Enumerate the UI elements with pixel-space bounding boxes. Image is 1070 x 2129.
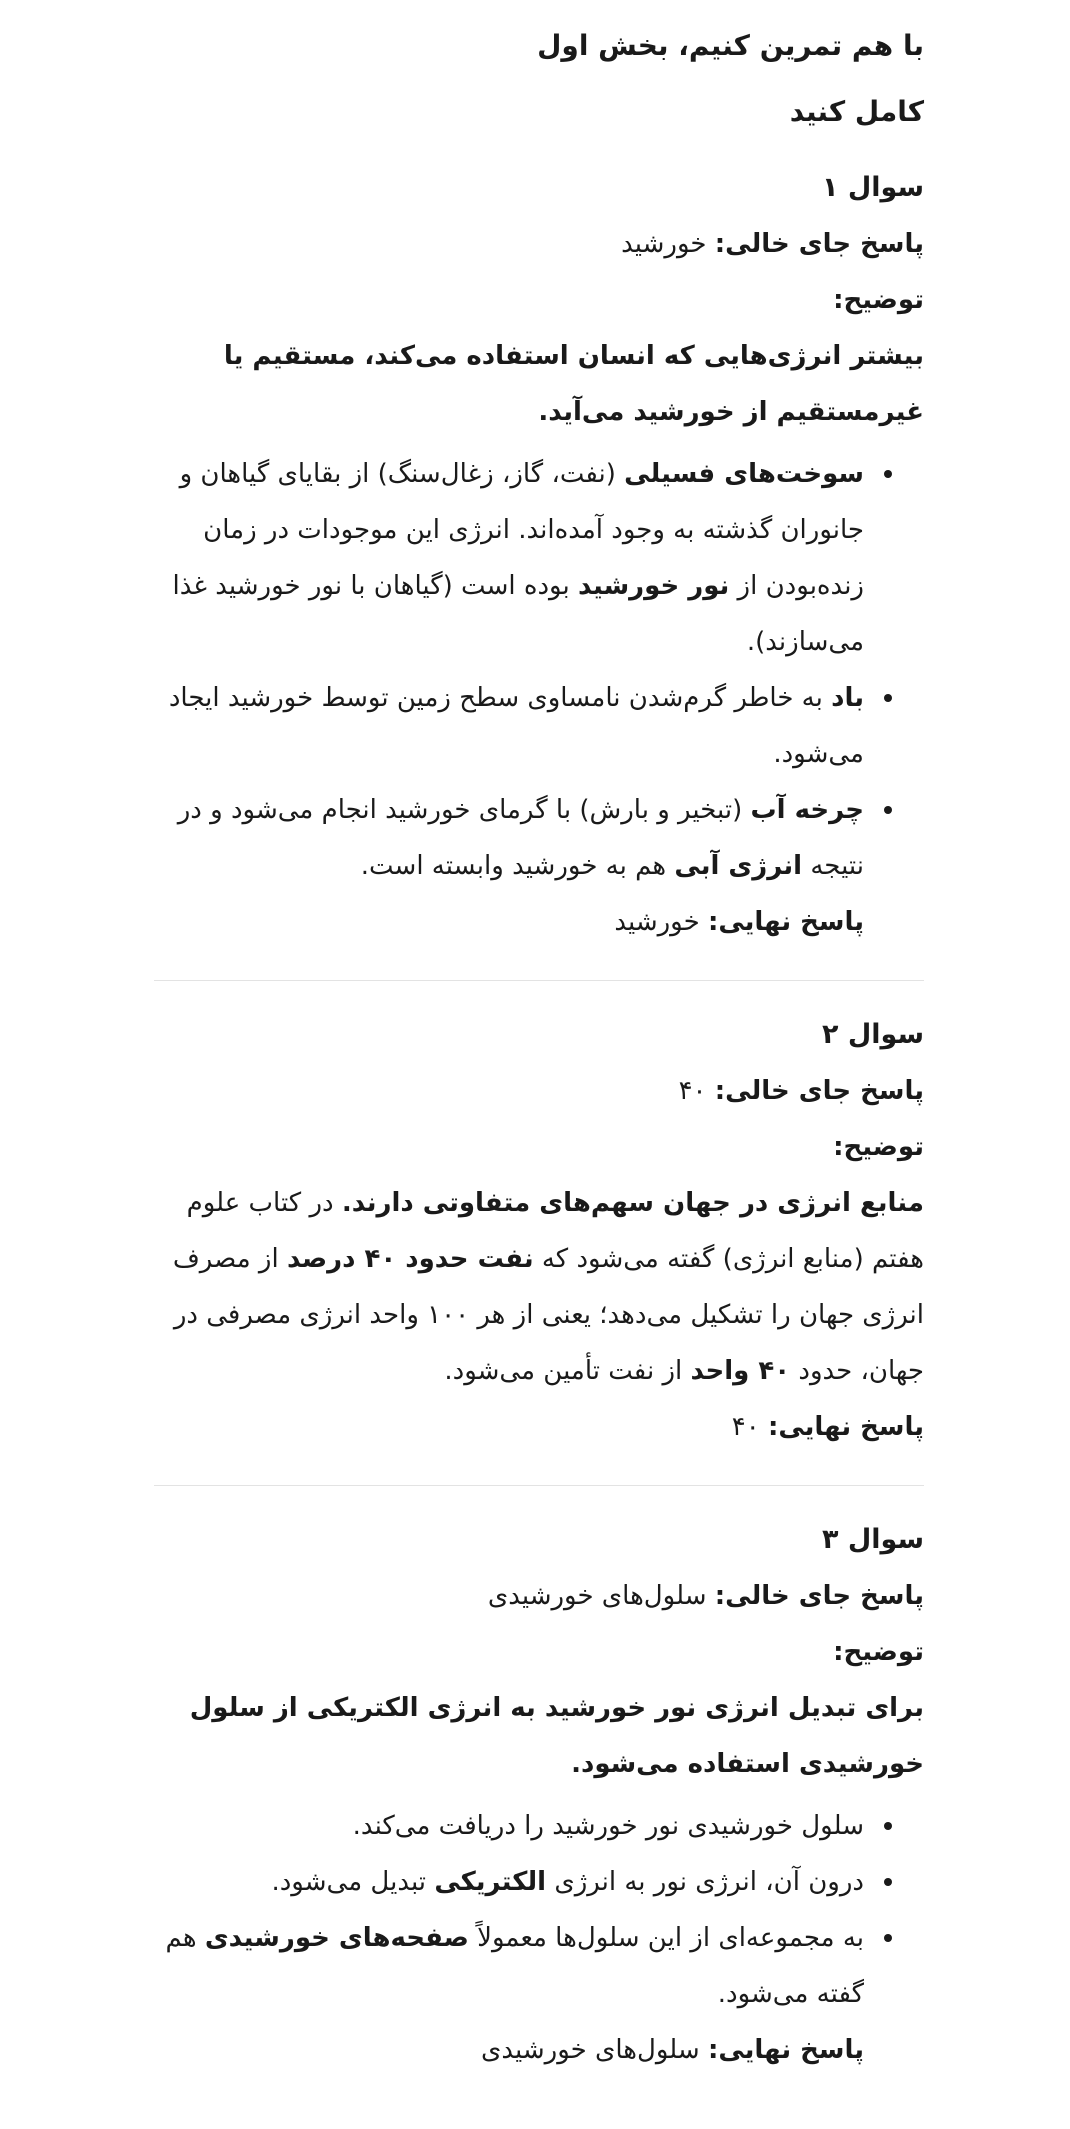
page-title: با هم تمرین کنیم، بخش اول	[537, 29, 924, 62]
bold-term: الکتریکی	[434, 1867, 547, 1897]
bold-term: نفت حدود ۴۰ درصد	[286, 1244, 534, 1274]
bold-term: انرژی آبی	[674, 851, 803, 881]
explanation-label: توضیح:	[833, 1637, 924, 1667]
explanation-label: توضیح:	[833, 1132, 924, 1162]
final-answer-value: سلول‌های خورشیدی	[481, 2035, 700, 2065]
bold-term: ۴۰ واحد	[690, 1356, 791, 1386]
bold-term: نور خورشید	[577, 571, 730, 601]
list-text: سلول خورشیدی نور خورشید را دریافت می‌کند.	[352, 1811, 864, 1841]
bold-term: منابع انرژی در جهان سهم‌های متفاوتی دارند.	[341, 1188, 924, 1218]
section-instruction: کامل کنید	[789, 95, 924, 128]
blank-answer	[154, 1063, 924, 1119]
final-answer	[154, 1399, 924, 1455]
blank-answer	[154, 216, 924, 272]
explanation-list	[154, 446, 924, 894]
list-text: هم گفته می‌شود.	[165, 1923, 864, 2009]
paragraph-text: در کتاب علوم هفتم (منابع انرژی) گفته می‌شود که	[186, 1188, 924, 1274]
list-item	[154, 446, 864, 670]
final-answer-label: پاسخ نهایی:	[707, 2035, 864, 2065]
explanation-paragraph	[154, 1175, 924, 1399]
final-answer-label: پاسخ نهایی:	[767, 1412, 924, 1442]
section-divider	[154, 1485, 924, 1486]
list-text: (نفت، گاز، زغال‌سنگ) از بقایای گیاهان و جانوران گذشته به وجود آمده‌اند. انرژی این موجودات در زمان زنده‌بودن از	[179, 459, 864, 601]
explanation-label: توضیح:	[833, 285, 924, 315]
question-heading: سوال ۱	[821, 172, 924, 203]
blank-answer-value: خورشید	[621, 229, 707, 259]
question-3	[154, 1512, 924, 2078]
final-answer	[154, 2022, 924, 2078]
bold-term: سوخت‌های فسیلی	[624, 459, 864, 489]
paragraph-text: از نفت تأمین می‌شود.	[444, 1356, 691, 1386]
final-answer	[154, 894, 924, 950]
question-heading: سوال ۳	[821, 1524, 924, 1555]
final-answer-value: خورشید	[614, 907, 700, 937]
bold-term: چرخه آب	[750, 795, 864, 825]
blank-answer-label: پاسخ جای خالی:	[714, 229, 924, 259]
list-text: به مجموعه‌ای از این سلول‌ها معمولاً	[468, 1923, 864, 1953]
blank-answer-value: سلول‌های خورشیدی	[487, 1581, 707, 1611]
list-text: تبدیل می‌شود.	[271, 1867, 435, 1897]
blank-answer-value: ۴۰	[678, 1076, 707, 1106]
blank-answer	[154, 1568, 924, 1624]
list-text: درون آن، انرژی نور به انرژی	[546, 1867, 864, 1897]
blank-answer-label: پاسخ جای خالی:	[714, 1581, 924, 1611]
list-text: (تبخیر و بارش) با گرمای خورشید انجام می‌شود و در نتیجه	[177, 795, 864, 881]
explanation-lead: برای تبدیل انرژی نور خورشید به انرژی الکتریکی از سلول خورشیدی استفاده می‌شود.	[189, 1693, 924, 1779]
question-1	[154, 160, 924, 950]
question-heading: سوال ۲	[821, 1019, 924, 1050]
list-item	[154, 1854, 864, 1910]
question-2	[154, 1007, 924, 1455]
list-text: بوده است (گیاهان با نور خورشید غذا می‌سازند).	[172, 571, 864, 657]
final-answer-value: ۴۰	[731, 1412, 760, 1442]
list-text: هم به خورشید وابسته است.	[360, 851, 675, 881]
list-item	[154, 1910, 864, 2022]
bold-term: باد	[831, 683, 864, 713]
final-answer-label: پاسخ نهایی:	[707, 907, 864, 937]
list-text: به خاطر گرم‌شدن نامساوی سطح زمین توسط خورشید ایجاد می‌شود.	[168, 683, 864, 769]
chat-answer-content	[154, 18, 924, 2078]
blank-answer-label: پاسخ جای خالی:	[714, 1076, 924, 1106]
paragraph-text: از مصرف انرژی جهان را تشکیل می‌دهد؛ یعنی از هر ۱۰۰ واحد انرژی مصرفی در جهان، حدود	[172, 1244, 924, 1386]
bold-term: صفحه‌های خورشیدی	[204, 1923, 469, 1953]
list-item	[154, 670, 864, 782]
list-item	[154, 782, 864, 894]
explanation-list	[154, 1798, 924, 2022]
list-item	[154, 1798, 864, 1854]
explanation-lead: بیشتر انرژی‌هایی که انسان استفاده می‌کند، مستقیم یا غیرمستقیم از خورشید می‌آید.	[223, 341, 924, 427]
section-divider	[154, 980, 924, 981]
